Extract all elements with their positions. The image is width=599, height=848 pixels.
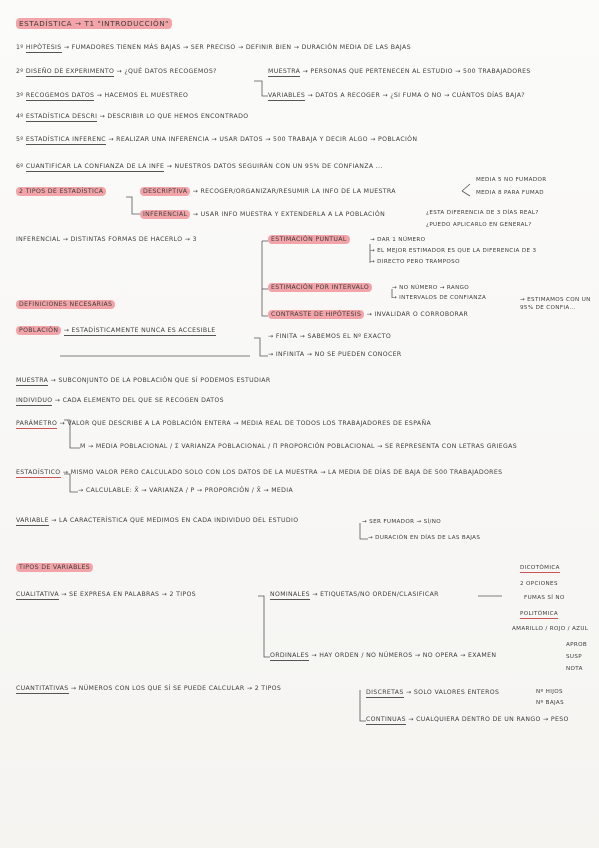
inferencial-formas: INFERENCIAL → DISTINTAS FORMAS DE HACERLO → 3: [16, 236, 197, 243]
colores-ejemplo: AMARILLO / ROJO / AZUL: [512, 626, 589, 632]
step-1: 1º HIPÓTESIS → FUMADORES TIENEN MÁS BAJAS → SER PRECISO → DEFINIR BIEN → DURACIÓN MEDIA DE LAS BAJAS: [16, 44, 411, 51]
estimacion-puntual: ESTIMACIÓN PUNTUAL: [268, 237, 350, 243]
tipos-estadistica-label: 2 TIPOS DE ESTADÍSTICA: [16, 189, 106, 195]
def-muestra: MUESTRA → SUBCONJUNTO DE LA POBLACIÓN QUE SÍ PODEMOS ESTUDIAR: [16, 377, 271, 384]
muestra-branch: MUESTRA → PERSONAS QUE PERTENECEN AL ESTUDIO → 500 TRABAJADORES: [268, 68, 531, 75]
puntual-note-1: → DAR 1 NÚMERO: [370, 237, 426, 243]
def-variable: VARIABLE → LA CARACTERÍSTICA QUE MEDIMOS EN CADA INDIVIDUO DEL ESTUDIO: [16, 517, 299, 524]
media-note-2: MEDIA 8 PARA FUMAD: [476, 190, 544, 196]
step-5: 5º ESTADÍSTICA INFERENC → REALIZAR UNA INFERENCIA → USAR DATOS → 500 TRABAJA Y DECIR ALGO → POBLACIÓN: [16, 136, 418, 143]
dos-opciones: 2 OPCIONES: [520, 581, 558, 587]
nominales: NOMINALES → ETIQUETAS/NO ORDEN/CLASIFICAR: [270, 591, 439, 598]
continuas: CONTINUAS → CUALQUIERA DENTRO DE UN RANGO → PESO: [366, 716, 569, 723]
politomica: POLITÓMICA: [520, 611, 559, 617]
ordinal-aprob: APROB: [566, 642, 588, 648]
inf-note-1: ¿ESTA DIFERENCIA DE 3 DÍAS REAL?: [426, 210, 539, 216]
def-parametro: PARÁMETRO → VALOR QUE DESCRIBE A LA POBLACIÓN ENTERA → MEDIA REAL DE TODOS LOS TRABAJADORES DE ESPAÑA: [16, 420, 432, 427]
parametro-symbols: Μ → MEDIA POBLACIONAL / Σ VARIANZA POBLACIONAL / Π PROPORCIÓN POBLACIONAL → SE REPRESENTA CON LETRAS GRIEGAS: [80, 443, 517, 450]
discreta-note-2: Nº BAJAS: [536, 700, 564, 706]
ordinal-susp: SUSP: [566, 654, 582, 660]
variable-note-2: → DURACIÓN EN DÍAS DE LAS BAJAS: [368, 535, 481, 541]
dicotomica: DICOTÓMICA: [520, 565, 560, 571]
step-4: 4º ESTADÍSTICA DESCRI → DESCRIBIR LO QUE HEMOS ENCONTRADO: [16, 113, 249, 120]
step-3: 3º RECOGEMOS DATOS → HACEMOS EL MUESTREO: [16, 92, 189, 99]
estimacion-intervalo: ESTIMACIÓN POR INTERVALO: [268, 285, 372, 291]
puntual-note-2: → EL MEJOR ESTIMADOR ES QUE LA DIFERENCIA DE 3: [370, 248, 537, 254]
media-note-1: MEDIA 5 NO FUMADOR: [476, 177, 547, 183]
calculable: → CALCULABLE: X̄ → VARIANZA / P → PROPORCIÓN / X̄ → MEDIA: [78, 487, 294, 494]
variable-note-1: → SER FUMADOR → SÍ/NO: [362, 519, 442, 525]
ordinal-nota: NOTA: [566, 666, 583, 672]
descriptiva: DESCRIPTIVA → RECOGER/ORGANIZAR/RESUMIR LA INFO DE LA MUESTRA: [140, 189, 396, 195]
contraste-hipotesis: CONTRASTE DE HIPÓTESIS → INVALIDAR O CORROBORAR: [268, 312, 468, 318]
intervalo-note-2: → INTERVALOS DE CONFIANZA: [392, 295, 487, 301]
inferencial: INFERENCIAL → USAR INFO MUESTRA Y EXTENDERLA A LA POBLACIÓN: [140, 212, 385, 218]
step-6: 6º CUANTIFICAR LA CONFIANZA DE LA INFE → NUESTROS DATOS SEGUIRÁN CON UN 95% DE CONFIANZA ...: [16, 163, 383, 170]
intervalo-note-1: → NO NÚMERO → RANGO: [392, 285, 470, 291]
infinita: → INFINITA → NO SE PUEDEN CONOCER: [268, 351, 402, 358]
poblacion: POBLACIÓN → ESTADÍSTICAMENTE NUNCA ES ACCESIBLE: [16, 328, 216, 334]
discreta-note-1: Nº HIJOS: [536, 689, 563, 695]
intervalo-side-note: → ESTIMAMOS CON UN 95% DE CONFIA...: [520, 297, 591, 312]
ordinales: ORDINALES → HAY ORDEN / NO NÚMEROS → NO OPERA → EXAMEN: [270, 652, 497, 659]
fumas-si-no: FUMAS SÍ NO: [524, 595, 565, 601]
cualitativa: CUALITATIVA → SE EXPRESA EN PALABRAS → 2 TIPOS: [16, 591, 196, 598]
finita: → FINITA → SABEMOS EL Nº EXACTO: [268, 333, 392, 340]
inf-note-2: ¿PUEDO APLICARLO EN GENERAL?: [426, 222, 532, 228]
def-estadistico: ESTADÍSTICO → MISMO VALOR PERO CALCULADO SOLO CON LOS DATOS DE LA MUESTRA → LA MEDIA DE DÍAS DE BAJA DE 500 TRABAJADORES: [16, 469, 503, 476]
def-individuo: INDIVIDUO → CADA ELEMENTO DEL QUE SE RECOGEN DATOS: [16, 397, 224, 404]
cuantitativas: CUANTITATIVAS → NÚMEROS CON LOS QUE SÍ SE PUEDE CALCULAR → 2 TIPOS: [16, 685, 282, 692]
variables-branch: VARIABLES → DATOS A RECOGER → ¿SI FUMA O NO → CUÁNTOS DÍAS BAJA?: [268, 92, 525, 99]
step-2: 2º DISEÑO DE EXPERIMENTO → ¿QUÉ DATOS RECOGEMOS?: [16, 68, 217, 75]
puntual-note-3: → DIRECTO PERO TRAMPOSO: [370, 259, 460, 265]
discretas: DISCRETAS → SOLO VALORES ENTEROS: [366, 689, 500, 696]
definiciones-heading: DEFINICIONES NECESARIAS: [16, 302, 115, 308]
page-title: ESTADÍSTICA → T1 "INTRODUCCIÓN": [16, 20, 172, 27]
tipos-variables-heading: TIPOS DE VARIABLES: [16, 565, 93, 571]
